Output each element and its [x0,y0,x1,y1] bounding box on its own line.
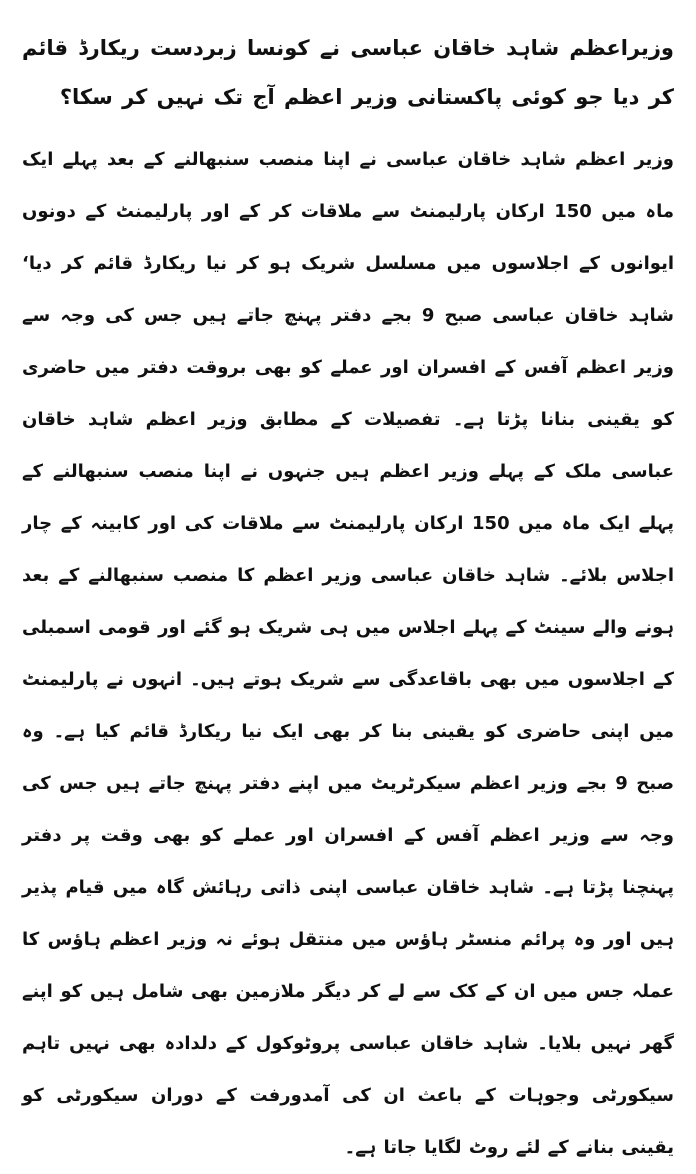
article-body: وزیر اعظم شاہد خاقان عباسی نے اپنا منصب سنبھالنے کے بعد پہلے ایک ماہ میں 150 ارکان پارلیمنٹ سے ملاقات کر کے اور پارلیمنٹ کے دونوں ایوانوں کے اجلاسوں میں مسلسل شریک ہو کر نیا ریکارڈ قائم کر دیا‘ شاہد خاقان عباسی صبح 9 بجے دفتر پہنچ جاتے ہیں جس کی وجہ سے وزیر اعظم آفس کے افسران اور عملے کو بھی بروقت دفتر میں حاضری کو یقینی بنانا پڑتا ہے۔ تفصیلات کے مطابق وزیر اعظم شاہد خاقان عباسی ملک کے پہلے وزیر اعظم ہیں جنہوں نے اپنا منصب سنبھالنے کے پہلے ایک ماہ میں 150 ارکان پارلیمنٹ سے ملاقات کی اور کابینہ کے چار اجلاس بلائے۔ شاہد خاقان عباسی وزیر اعظم کا منصب سنبھالنے کے بعد ہونے والے سینٹ کے پہلے اجلاس میں ہی شریک ہو گئے اور قومی اسمبلی کے اجلاسوں میں بھی باقاعدگی سے شریک ہوتے ہیں۔ انہوں نے پارلیمنٹ میں اپنی حاضری کو یقینی بنا کر بھی ایک نیا ریکارڈ قائم کیا ہے۔ وہ صبح 9 بجے وزیر اعظم سیکرٹریٹ میں اپنے دفتر پہنچ جاتے ہیں جس کی وجہ سے وزیر اعظم آفس کے افسران اور عملے کو بھی وقت پر دفتر پہنچنا پڑتا ہے۔ شاہد خاقان عباسی اپنی ذاتی رہائش گاہ میں قیام پذیر ہیں اور وہ پرائم منسٹر ہاؤس میں منتقل ہوئے نہ وزیر اعظم ہاؤس کا عملہ جس میں ان کے کک سے لے کر دیگر ملازمین بھی شامل ہیں کو اپنے گھر نہیں بلایا۔ شاہد خاقان عباسی پروٹوکول کے دلدادہ بھی نہیں تاہم سیکورٹی وجوہات کے باعث ان کی آمدورفت کے دوران سیکورٹی کو یقینی بنانے کے لئے روٹ لگایا جاتا ہے۔ [22,149,674,1158]
article-headline: وزیراعظم شاہد خاقان عباسی نے کونسا زبردست ریکارڈ قائم کر دیا جو کوئی پاکستانی وزیر اعظم آج تک نہیں کر سکا؟ [22,36,674,109]
